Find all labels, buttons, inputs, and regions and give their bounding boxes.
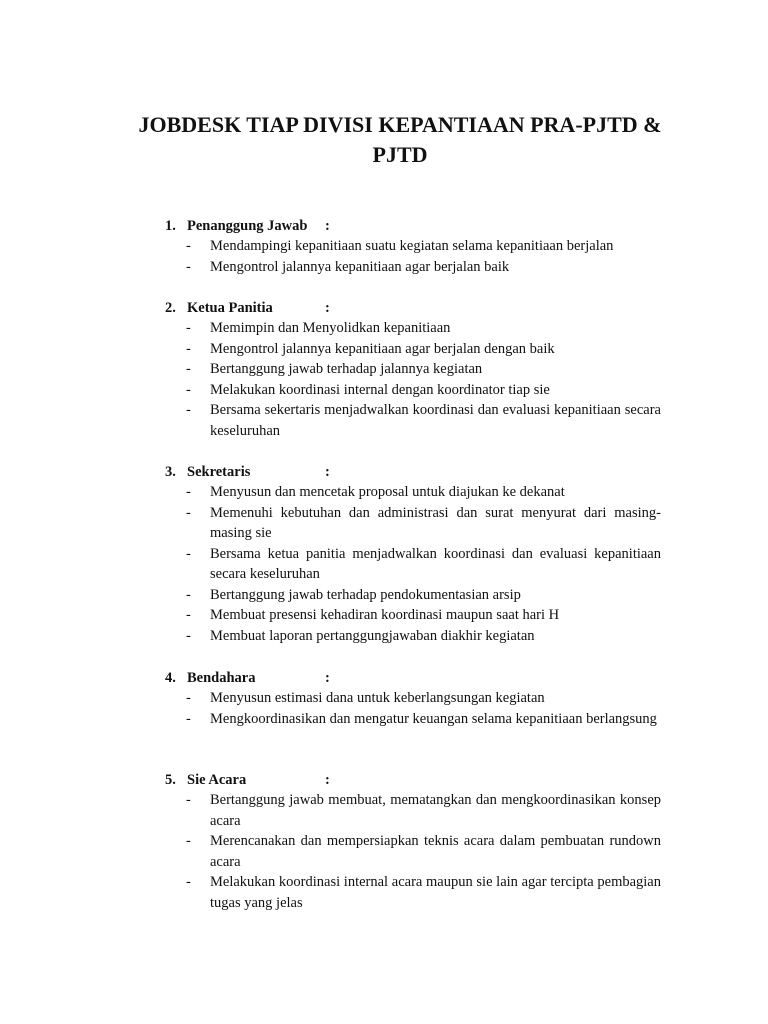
- section-colon: :: [325, 218, 330, 234]
- duty-item: [165, 339, 661, 360]
- section-heading: [165, 298, 665, 318]
- duty-text: Mendampingi kepanitiaan suatu kegiatan selama kepanitiaan berjalan: [210, 238, 614, 254]
- duty-item: [165, 400, 661, 441]
- section-number: 5.: [165, 772, 176, 788]
- duty-text: Melakukan koordinasi internal dengan koordinator tiap sie: [210, 381, 550, 398]
- duty-text: Melakukan koordinasi internal acara maupun sie lain agar tercipta pembagian tugas yang jelas: [210, 874, 661, 911]
- section-number: 1.: [165, 218, 176, 234]
- duty-text: Membuat laporan pertanggungjawaban diakhir kegiatan: [210, 627, 535, 644]
- section-name: Sekretaris: [187, 464, 251, 480]
- section-heading: [165, 216, 665, 236]
- duty-list: [165, 318, 665, 441]
- section-colon: :: [325, 464, 330, 480]
- duty-item: [165, 257, 661, 278]
- duty-item: [165, 790, 661, 831]
- dash-bullet: -: [186, 484, 191, 500]
- dash-bullet: -: [186, 504, 191, 521]
- duty-text: Membuat presensi kehadiran koordinasi maupun saat hari H: [210, 607, 560, 623]
- duty-text: Mengontrol jalannya kepanitiaan agar berjalan dengan baik: [210, 340, 555, 357]
- section-penanggung-jawab: [165, 216, 665, 277]
- section-sie-acara: [165, 770, 665, 913]
- duty-item: [165, 831, 661, 872]
- document-title-line-2: PJTD: [372, 142, 428, 167]
- dash-bullet: -: [186, 874, 191, 890]
- duty-item: [165, 503, 661, 544]
- dash-bullet: -: [186, 833, 191, 849]
- duty-text: Bersama ketua panitia menjadwalkan koordinasi dan evaluasi kepanitiaan secara keseluruhan: [210, 545, 661, 582]
- duty-item: [165, 359, 661, 380]
- duty-item: [165, 605, 661, 626]
- duty-text: Mengontrol jalannya kepanitiaan agar berjalan baik: [210, 258, 510, 275]
- duty-text: Bertanggung jawab terhadap pendokumentasian arsip: [210, 586, 521, 603]
- duty-text: Menyusun estimasi dana untuk keberlangsungan kegiatan: [210, 690, 545, 706]
- dash-bullet: -: [186, 340, 191, 357]
- section-number: 2.: [165, 300, 176, 316]
- duty-text: Mengkoordinasikan dan mengatur keuangan selama kepanitiaan berlangsung: [210, 710, 657, 727]
- dash-bullet: -: [186, 361, 191, 377]
- duty-item: [165, 626, 661, 647]
- dash-bullet: -: [186, 792, 191, 808]
- section-name: Sie Acara: [187, 772, 247, 788]
- duty-text: Bertanggung jawab membuat, mematangkan dan mengkoordinasikan konsep acara: [210, 792, 661, 829]
- duty-text: Bersama sekertaris menjadwalkan koordinasi dan evaluasi kepanitiaan secara keseluruhan: [210, 402, 661, 439]
- duty-list: [165, 236, 665, 277]
- section-name: Bendahara: [187, 670, 256, 686]
- dash-bullet: -: [186, 402, 191, 418]
- section-heading: [165, 668, 665, 688]
- section-colon: :: [325, 670, 330, 686]
- dash-bullet: -: [186, 320, 191, 336]
- section-colon: :: [325, 300, 330, 316]
- section-sekretaris: [165, 462, 665, 646]
- dash-bullet: -: [186, 690, 191, 706]
- duty-text: Memenuhi kebutuhan dan administrasi dan surat menyurat dari masing-masing sie: [210, 504, 661, 541]
- section-number: 4.: [165, 670, 176, 686]
- dash-bullet: -: [186, 586, 191, 603]
- duty-list: [165, 482, 665, 646]
- section-heading: [165, 770, 665, 790]
- duty-item: [165, 236, 661, 257]
- section-name: Penanggung Jawab: [187, 218, 308, 234]
- duty-list: [165, 688, 665, 729]
- dash-bullet: -: [186, 381, 191, 398]
- duty-text: Bertanggung jawab terhadap jalannya kegiatan: [210, 361, 483, 377]
- dash-bullet: -: [186, 258, 191, 275]
- section-heading: [165, 462, 665, 482]
- dash-bullet: -: [186, 607, 191, 623]
- duty-text: Memimpin dan Menyolidkan kepanitiaan: [210, 320, 451, 336]
- duty-text: Merencanakan dan mempersiapkan teknis acara dalam pembuatan rundown acara: [210, 833, 661, 870]
- dash-bullet: -: [186, 627, 191, 644]
- dash-bullet: -: [186, 545, 191, 562]
- duty-item: [165, 709, 661, 730]
- duty-text: Menyusun dan mencetak proposal untuk diajukan ke dekanat: [210, 484, 565, 500]
- section-bendahara: [165, 668, 665, 729]
- duty-item: [165, 380, 661, 401]
- duty-item: [165, 688, 661, 709]
- duty-item: [165, 318, 661, 339]
- duty-item: [165, 482, 661, 503]
- section-ketua-panitia: [165, 298, 665, 441]
- dash-bullet: -: [186, 238, 191, 254]
- document-title-line-1: JOBDESK TIAP DIVISI KEPANTIAAN PRA-PJTD &: [138, 112, 662, 137]
- section-colon: :: [325, 772, 330, 788]
- duty-item: [165, 544, 661, 585]
- duty-item: [165, 872, 661, 913]
- duty-list: [165, 790, 665, 913]
- section-number: 3.: [165, 464, 176, 480]
- dash-bullet: -: [186, 710, 191, 727]
- section-name: Ketua Panitia: [187, 300, 273, 316]
- duty-item: [165, 585, 661, 606]
